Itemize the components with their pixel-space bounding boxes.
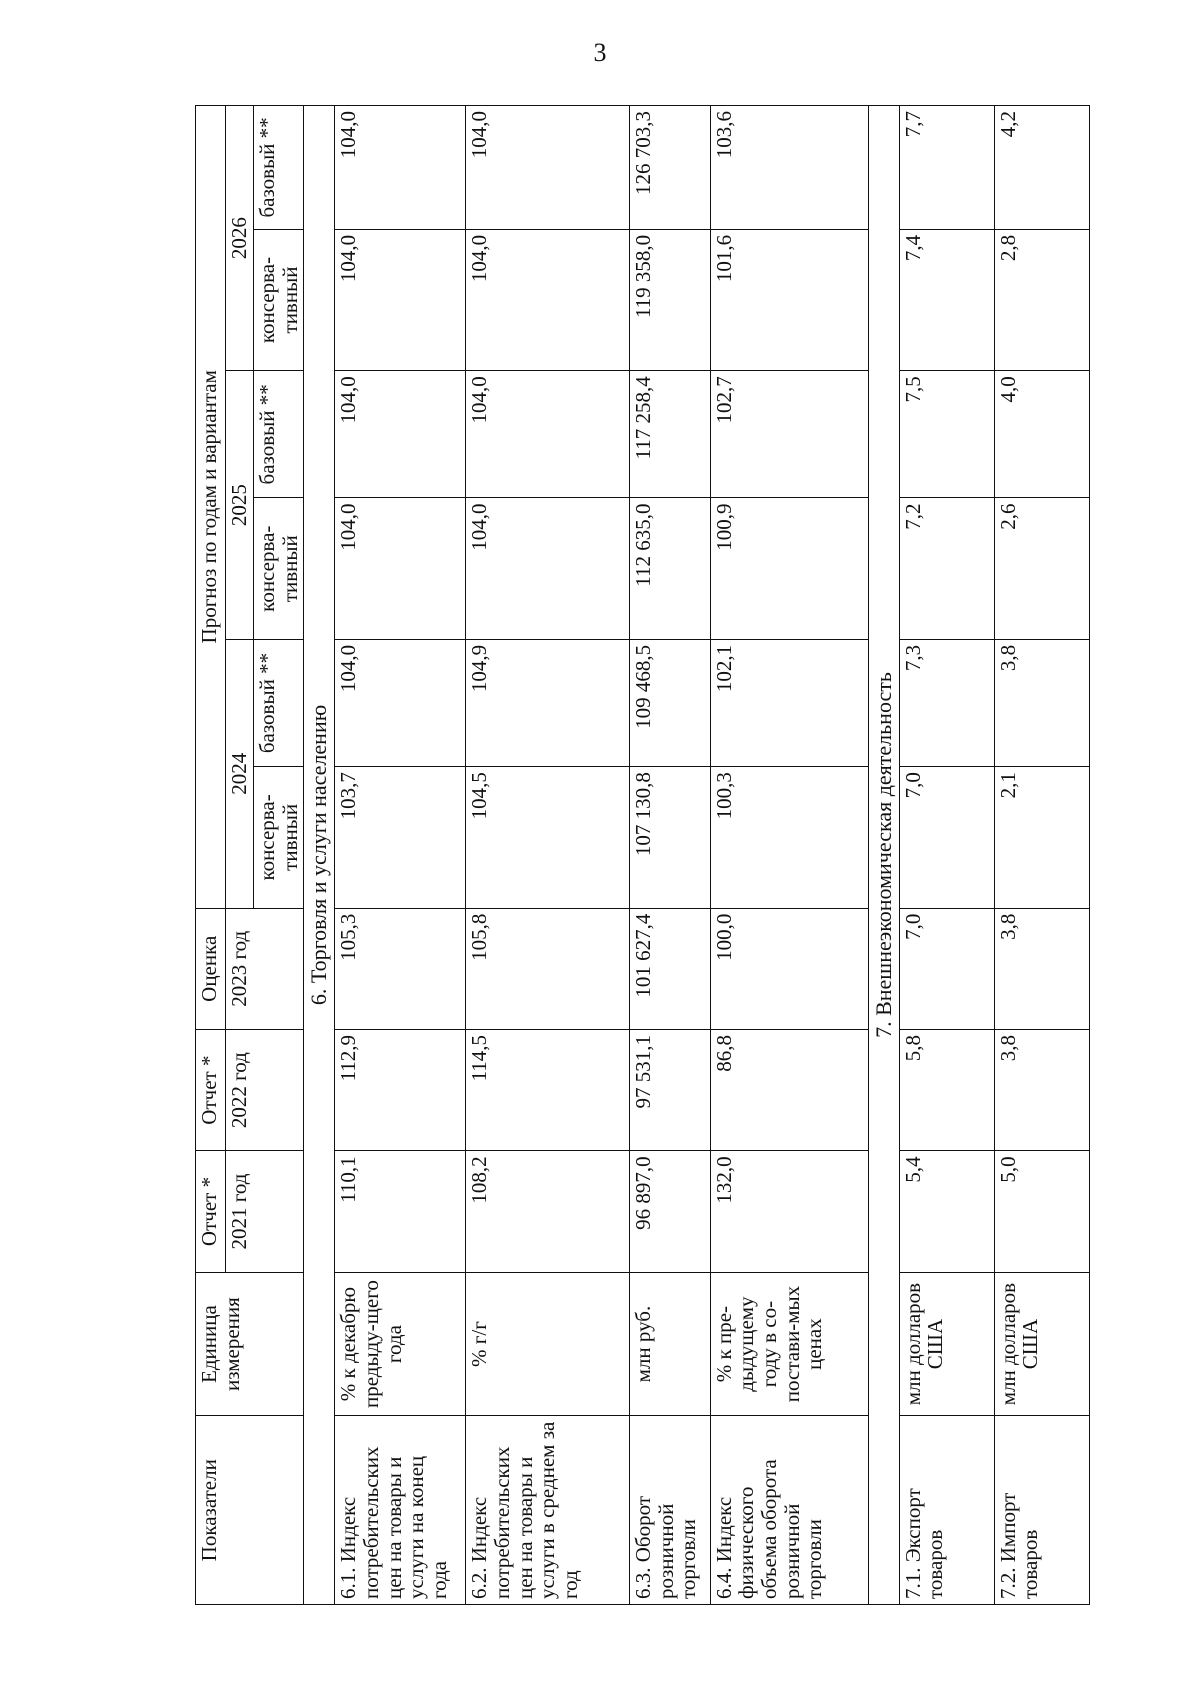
- value-cell: 104,0: [335, 498, 466, 639]
- header-year-2026: 2026: [226, 106, 254, 371]
- header-2023-bottom: 2023 год: [226, 908, 304, 1029]
- table-header: [196, 106, 304, 1605]
- value-cell: 7,2: [899, 498, 994, 639]
- value-cell: 112 635,0: [629, 498, 710, 639]
- value-cell: 2,6: [994, 498, 1089, 639]
- table-row: [994, 106, 1089, 1605]
- indicator-unit: % к пре-дыдущему году в со-постави-мых ценах: [710, 1272, 868, 1416]
- value-cell: 104,0: [466, 229, 630, 370]
- header-year-2025: 2025: [226, 371, 254, 640]
- header-2022-top: Отчет *: [196, 1029, 226, 1150]
- value-cell: 7,3: [899, 639, 994, 766]
- value-cell: 7,0: [899, 908, 994, 1029]
- header-2022-bottom: 2022 год: [226, 1029, 304, 1150]
- header-variant-conservative: консерва-тивный: [254, 498, 304, 639]
- value-cell: 103,6: [710, 106, 868, 230]
- header-2021-top: Отчет *: [196, 1151, 226, 1272]
- indicator-name: 7.2. Импорт товаров: [994, 1416, 1089, 1605]
- value-cell: 4,2: [994, 106, 1089, 230]
- value-cell: 3,8: [994, 908, 1089, 1029]
- header-indicators: Показатели: [196, 1416, 304, 1605]
- value-cell: 119 358,0: [629, 229, 710, 370]
- header-variant-base: базовый **: [254, 639, 304, 766]
- value-cell: 100,0: [710, 908, 868, 1029]
- indicator-unit: млн долларов США: [899, 1272, 994, 1416]
- section-title: 6. Торговля и услуги населению: [304, 106, 335, 1605]
- value-cell: 109 468,5: [629, 639, 710, 766]
- value-cell: 86,8: [710, 1029, 868, 1150]
- value-cell: 114,5: [466, 1029, 630, 1150]
- value-cell: 132,0: [710, 1151, 868, 1272]
- value-cell: 3,8: [994, 1029, 1089, 1150]
- value-cell: 96 897,0: [629, 1151, 710, 1272]
- value-cell: 105,8: [466, 908, 630, 1029]
- value-cell: 5,8: [899, 1029, 994, 1150]
- value-cell: 7,4: [899, 229, 994, 370]
- value-cell: 105,3: [335, 908, 466, 1029]
- value-cell: 126 703,3: [629, 106, 710, 230]
- value-cell: 97 531,1: [629, 1029, 710, 1150]
- value-cell: 104,0: [466, 106, 630, 230]
- indicator-name: 6.2. Индекс потребительских цен на товары и услуги в среднем за год: [466, 1416, 630, 1605]
- header-variant-conservative: консерва-тивный: [254, 767, 304, 908]
- header-2023-top: Оценка: [196, 908, 226, 1029]
- value-cell: 110,1: [335, 1151, 466, 1272]
- table-row: [899, 106, 994, 1605]
- table-row: [466, 106, 630, 1605]
- indicator-name: 7.1. Экспорт товаров: [899, 1416, 994, 1605]
- header-forecast: Прогноз по годам и вариантам: [196, 106, 226, 909]
- indicator-unit: млн руб.: [629, 1272, 710, 1416]
- header-year-2024: 2024: [226, 639, 254, 908]
- header-2021-bottom: 2021 год: [226, 1151, 304, 1272]
- value-cell: 5,0: [994, 1151, 1089, 1272]
- value-cell: 104,0: [335, 639, 466, 766]
- header-unit: Единица измерения: [196, 1272, 304, 1416]
- table-row: [335, 106, 466, 1605]
- table-row: [629, 106, 710, 1605]
- value-cell: 104,0: [335, 229, 466, 370]
- table-row: [710, 106, 868, 1605]
- value-cell: 5,4: [899, 1151, 994, 1272]
- value-cell: 104,0: [335, 106, 466, 230]
- rotated-table-wrapper: [195, 105, 1090, 1605]
- value-cell: 107 130,8: [629, 767, 710, 908]
- indicator-name: 6.4. Индекс физического объема оборота розничной торговли: [710, 1416, 868, 1605]
- value-cell: 2,8: [994, 229, 1089, 370]
- value-cell: 117 258,4: [629, 371, 710, 498]
- value-cell: 104,0: [335, 371, 466, 498]
- value-cell: 101 627,4: [629, 908, 710, 1029]
- table-body: [304, 106, 1090, 1605]
- value-cell: 104,5: [466, 767, 630, 908]
- indicator-unit: % г/г: [466, 1272, 630, 1416]
- value-cell: 4,0: [994, 371, 1089, 498]
- value-cell: 104,0: [466, 498, 630, 639]
- value-cell: 7,7: [899, 106, 994, 230]
- header-variant-base: базовый **: [254, 106, 304, 230]
- indicator-name: 6.1. Индекс потребительских цен на товары и услуги на конец года: [335, 1416, 466, 1605]
- value-cell: 100,3: [710, 767, 868, 908]
- value-cell: 101,6: [710, 229, 868, 370]
- forecast-table: [195, 105, 1090, 1605]
- value-cell: 2,1: [994, 767, 1089, 908]
- value-cell: 102,7: [710, 371, 868, 498]
- section-title: 7. Внешнеэкономическая деятельность: [868, 106, 899, 1605]
- indicator-unit: % к декабрю предыду-щего года: [335, 1272, 466, 1416]
- value-cell: 104,9: [466, 639, 630, 766]
- indicator-name: 6.3. Оборот розничной торговли: [629, 1416, 710, 1605]
- page-number: 3: [593, 38, 607, 67]
- header-variant-conservative: консерва-тивный: [254, 229, 304, 370]
- value-cell: 100,9: [710, 498, 868, 639]
- value-cell: 7,0: [899, 767, 994, 908]
- header-variant-base: базовый **: [254, 371, 304, 498]
- value-cell: 108,2: [466, 1151, 630, 1272]
- value-cell: 7,5: [899, 371, 994, 498]
- value-cell: 104,0: [466, 371, 630, 498]
- value-cell: 3,8: [994, 639, 1089, 766]
- value-cell: 102,1: [710, 639, 868, 766]
- value-cell: 112,9: [335, 1029, 466, 1150]
- value-cell: 103,7: [335, 767, 466, 908]
- indicator-unit: млн долларов США: [994, 1272, 1089, 1416]
